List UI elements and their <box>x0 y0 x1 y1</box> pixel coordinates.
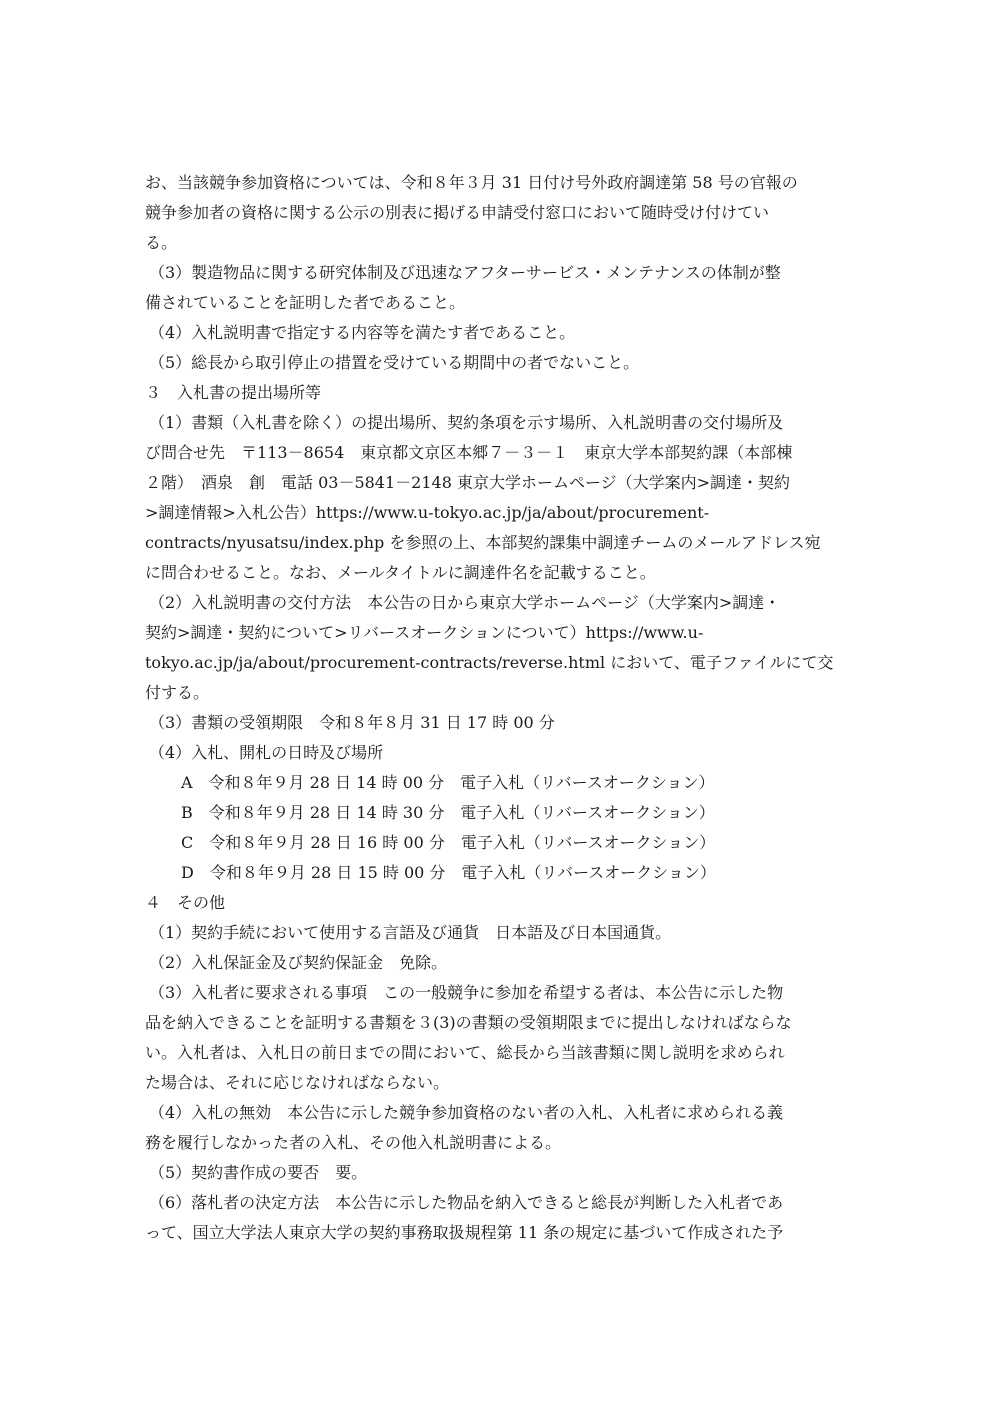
text-line: contracts/nyusatsu/index.php を参照の上、本部契約課集中調達チームのメールアドレス宛 <box>145 533 821 552</box>
text-line: （4）入札説明書で指定する内容等を満たす者であること。 <box>149 323 576 342</box>
text-line: （3）製造物品に関する研究体制及び迅速なアフターサービス・メンテナンスの体制が整 <box>149 263 781 282</box>
text-line: ２階） 酒泉 創 電話 03－5841－2148 東京大学ホームページ（大学案内>調達・契約 <box>145 473 791 492</box>
text-line: ３ 入札書の提出場所等 <box>145 383 322 402</box>
text-line: （5）総長から取引停止の措置を受けている期間中の者でないこと。 <box>149 353 640 372</box>
text-line: 備されていることを証明した者であること。 <box>145 293 466 312</box>
text-line: 務を履行しなかった者の入札、その他入札説明書による。 <box>145 1133 562 1152</box>
text-line: （4）入札の無効 本公告に示した競争参加資格のない者の入札、入札者に求められる義 <box>149 1103 784 1122</box>
text-line: 競争参加者の資格に関する公示の別表に掲げる申請受付窓口において随時受け付けてい <box>145 203 770 222</box>
text-line: る。 <box>145 233 178 252</box>
text-line: B 令和８年９月 28 日 14 時 30 分 電子入札（リバースオークション） <box>181 803 715 822</box>
document-body <box>145 168 865 1248</box>
text-line: （6）落札者の決定方法 本公告に示した物品を納入できると総長が判断した入札者であ <box>149 1193 784 1212</box>
text-line: （4）入札、開札の日時及び場所 <box>149 743 384 762</box>
text-line: お、当該競争参加資格については、令和８年３月 31 日付け号外政府調達第 58 号の官報の <box>145 173 798 192</box>
text-line: 付する。 <box>145 683 210 702</box>
text-line: （3）入札者に要求される事項 この一般競争に参加を希望する者は、本公告に示した物 <box>149 983 784 1002</box>
text-line: tokyo.ac.jp/ja/about/procurement-contracts/reverse.html において、電子ファイルにて交 <box>145 653 834 672</box>
text-line: 契約>調達・契約について>リバースオークションについて）https://www.u- <box>145 623 704 642</box>
text-line: い。入札者は、入札日の前日までの間において、総長から当該書類に関し説明を求められ <box>145 1043 785 1062</box>
text-line: ４ その他 <box>145 893 226 912</box>
text-line: （5）契約書作成の要否 要。 <box>149 1163 368 1182</box>
text-line: D 令和８年９月 28 日 15 時 00 分 電子入札（リバースオークション） <box>181 863 716 882</box>
text-line: C 令和８年９月 28 日 16 時 00 分 電子入札（リバースオークション） <box>181 833 716 852</box>
text-line: に問合わせること。なお、メールタイトルに調達件名を記載すること。 <box>145 563 656 582</box>
text-line: た場合は、それに応じなければならない。 <box>145 1073 450 1092</box>
text-line: って、国立大学法人東京大学の契約事務取扱規程第 11 条の規定に基づいて作成された予 <box>145 1223 784 1242</box>
text-line: >調達情報>入札公告）https://www.u-tokyo.ac.jp/ja/about/procurement- <box>145 503 710 522</box>
text-line: （1）書類（入札書を除く）の提出場所、契約条項を示す場所、入札説明書の交付場所及 <box>149 413 784 432</box>
text-line: （2）入札保証金及び契約保証金 免除。 <box>149 953 448 972</box>
text-line: （3）書類の受領期限 令和８年８月 31 日 17 時 00 分 <box>149 713 555 732</box>
text-line: （2）入札説明書の交付方法 本公告の日から東京大学ホームページ（大学案内>調達・ <box>149 593 781 612</box>
text-line: 品を納入できることを証明する書類を３(3)の書類の受領期限までに提出しなければならな <box>145 1013 792 1032</box>
text-line: A 令和８年９月 28 日 14 時 00 分 電子入札（リバースオークション） <box>181 773 715 792</box>
text-line: び問合せ先 〒113－8654 東京都文京区本郷７－３－１ 東京大学本部契約課（本部棟 <box>145 443 793 462</box>
text-line: （1）契約手続において使用する言語及び通貨 日本語及び日本国通貨。 <box>149 923 672 942</box>
